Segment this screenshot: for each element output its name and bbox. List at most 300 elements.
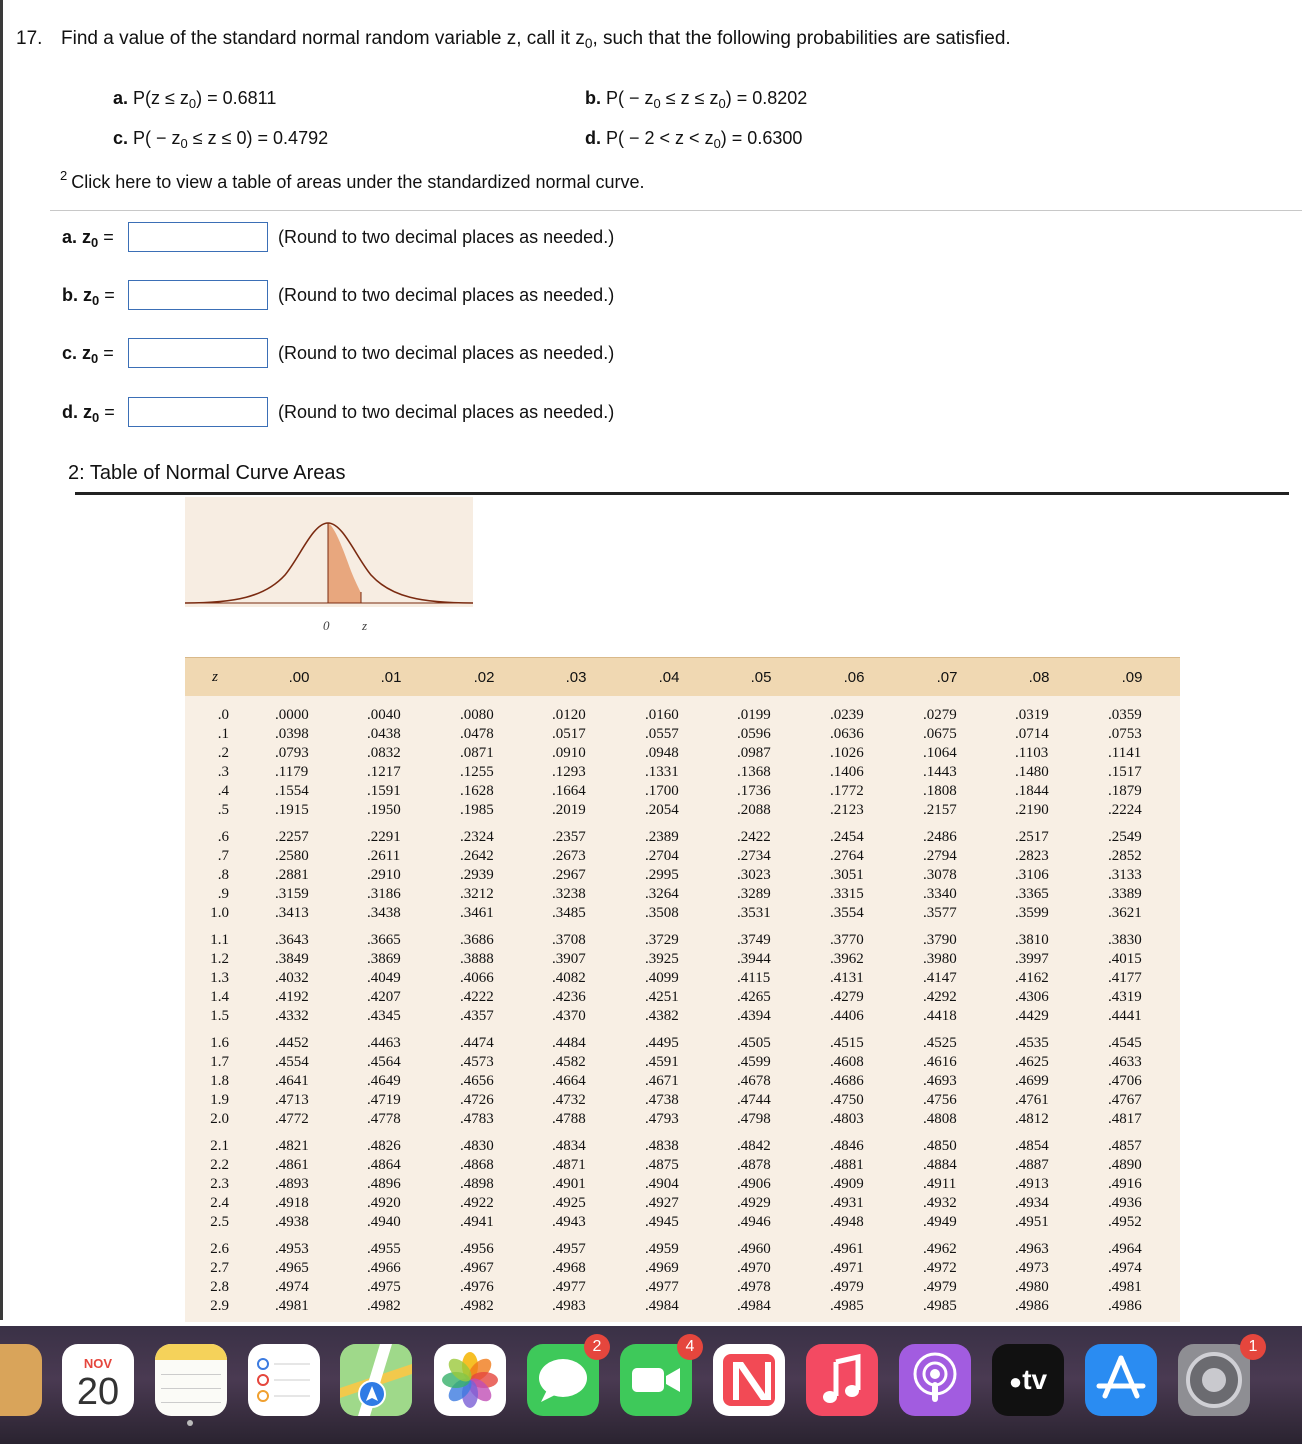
table-cell: .2054 [645,802,679,818]
answer-c-hint: (Round to two decimal places as needed.) [278,343,615,363]
table-cell: .4306 [1015,989,1049,1005]
table-cell: .1736 [737,783,771,799]
table-cell: .4981 [275,1298,309,1314]
table-cell: .3944 [737,951,771,967]
table-cell: .3869 [367,951,401,967]
table-cell: .3438 [367,905,401,921]
table-cell: .0636 [830,726,864,742]
table-cell: .3212 [460,886,494,902]
table-cell: .4452 [275,1035,309,1051]
table-cell: .4878 [737,1157,771,1173]
table-cell: .4936 [1108,1195,1142,1211]
table-cell: .4951 [1015,1214,1049,1230]
table-cell: .4953 [275,1241,309,1257]
table-cell: .4625 [1015,1054,1049,1070]
table-cell: .4975 [367,1279,401,1295]
table-cell: .4115 [737,970,771,986]
table-cell: .2823 [1015,848,1049,864]
table-cell: .4332 [275,1008,309,1024]
table-cell: .2291 [367,829,401,845]
part-d-prob: d. $P( - 2 < z < z_0) = 0.6300$ [585,128,803,151]
answer-b-input[interactable] [128,280,268,310]
table-cell: .3888 [460,951,494,967]
table-cell: .4925 [552,1195,586,1211]
table-cell: .0832 [367,745,401,761]
system-settings-icon[interactable] [1178,1344,1250,1416]
z-value: .5 [217,802,229,818]
table-cell: .4554 [275,1054,309,1070]
table-cell: .0040 [367,707,401,723]
z-value: 1.5 [210,1008,229,1024]
table-cell: .4803 [830,1111,864,1127]
table-cell: .4834 [552,1138,586,1154]
calendar-month: NOV [83,1356,113,1371]
table-cell: .4265 [737,989,771,1005]
table-cell: .4495 [645,1035,679,1051]
table-cell: .2157 [923,802,957,818]
table-cell: .4808 [923,1111,957,1127]
header-col: .05 [750,669,772,686]
table-cell: .0596 [737,726,771,742]
table-cell: .3315 [830,886,864,902]
table-cell: .4960 [737,1241,771,1257]
left-border [0,0,3,1320]
z-value: 2.7 [210,1260,229,1276]
table-cell: .4857 [1108,1138,1142,1154]
table-cell: .1554 [275,783,309,799]
table-cell: .4761 [1015,1092,1049,1108]
table-cell: .3577 [923,905,957,921]
table-cell: .1517 [1108,764,1142,780]
table-cell: .4957 [552,1241,586,1257]
table-cell: .4505 [737,1035,771,1051]
table-cell: .2517 [1015,829,1049,845]
table-cell: .4916 [1108,1176,1142,1192]
table-cell: .3051 [830,867,864,883]
table-cell: .3599 [1015,905,1049,921]
table-cell: .4732 [552,1092,586,1108]
table-cell: .3790 [923,932,957,948]
table-cell: .0080 [460,707,494,723]
table-cell: .1700 [645,783,679,799]
table-cell: .4973 [1015,1260,1049,1276]
table-cell: .0948 [645,745,679,761]
table-cell: .4382 [645,1008,679,1024]
z-value: 2.2 [210,1157,229,1173]
table-cell: .3485 [552,905,586,921]
table-cell: .2995 [645,867,679,883]
table-cell: .3770 [830,932,864,948]
table-cell: .2611 [367,848,401,864]
header-col: .01 [380,669,402,686]
table-cell: .4633 [1108,1054,1142,1070]
table-cell: .1141 [1108,745,1142,761]
table-cell: .4875 [645,1157,679,1173]
table-cell: .4955 [367,1241,401,1257]
table-cell: .4706 [1108,1073,1142,1089]
table-cell: .2019 [552,802,586,818]
z-value: .7 [217,848,229,864]
table-cell: .3340 [923,886,957,902]
table-cell: .4767 [1108,1092,1142,1108]
table-cell: .3810 [1015,932,1049,948]
table-cell: .0199 [737,707,771,723]
table-cell: .3962 [830,951,864,967]
tv-icon[interactable]: ●tv [992,1344,1064,1416]
table-cell: .1808 [923,783,957,799]
table-cell: .4474 [460,1035,494,1051]
table-cell: .4744 [737,1092,771,1108]
header-col: .07 [936,669,958,686]
settings-badge: 1 [1240,1334,1266,1360]
table-cell: .2357 [552,829,586,845]
table-link[interactable]: $^2$ Click here to view a table of areas under the standardized normal curve. [60,168,645,192]
table-cell: .4591 [645,1054,679,1070]
music-icon[interactable] [806,1344,878,1416]
table-cell: .4909 [830,1176,864,1192]
table-cell: .4887 [1015,1157,1049,1173]
table-cell: .4972 [923,1260,957,1276]
photos-icon[interactable] [434,1344,506,1416]
table-cell: .3133 [1108,867,1142,883]
table-cell: .4713 [275,1092,309,1108]
normal-curve-svg [185,497,473,607]
table-cell: .4678 [737,1073,771,1089]
table-cell: .4896 [367,1176,401,1192]
table-cell: .4236 [552,989,586,1005]
table-cell: .4564 [367,1054,401,1070]
table-cell: .4911 [923,1176,957,1192]
table-cell: .4968 [552,1260,586,1276]
table-cell: .4812 [1015,1111,1049,1127]
table-cell: .4978 [737,1279,771,1295]
table-cell: .2881 [275,867,309,883]
z-value: 1.2 [210,951,229,967]
table-cell: .2580 [275,848,309,864]
table-cell: .4292 [923,989,957,1005]
table-cell: .4830 [460,1138,494,1154]
table-cell: .3621 [1108,905,1142,921]
table-cell: .2910 [367,867,401,883]
table-cell: .0675 [923,726,957,742]
table-cell: .1664 [552,783,586,799]
table-cell: .0438 [367,726,401,742]
table-cell: .3365 [1015,886,1049,902]
table-cell: .1103 [1015,745,1049,761]
table-cell: .4783 [460,1111,494,1127]
table-cell: .4406 [830,1008,864,1024]
section-rule [75,492,1289,495]
answer-b-hint: (Round to two decimal places as needed.) [278,285,615,305]
notes-icon[interactable] [155,1344,227,1416]
table-cell: .4962 [923,1241,957,1257]
table-cell: .4943 [552,1214,586,1230]
table-cell: .1879 [1108,783,1142,799]
table-cell: .3708 [552,932,586,948]
table-cell: .4817 [1108,1111,1142,1127]
z-value: 2.8 [210,1279,229,1295]
table-cell: .4750 [830,1092,864,1108]
table-cell: .4977 [645,1279,679,1295]
table-cell: .0398 [275,726,309,742]
table-cell: .4927 [645,1195,679,1211]
question-text: Find a value of the standard normal random variable z, call it $z_0$, such that the following probabilities are satisfied. [61,28,1011,51]
table-cell: .3907 [552,951,586,967]
table-cell: .3389 [1108,886,1142,902]
table-cell: .3830 [1108,932,1142,948]
table-cell: .4932 [923,1195,957,1211]
table-header-row [185,657,1180,696]
table-cell: .4985 [923,1298,957,1314]
table-cell: .4850 [923,1138,957,1154]
table-cell: .3729 [645,932,679,948]
table-cell: .4049 [367,970,401,986]
table-cell: .1772 [830,783,864,799]
table-cell: .4945 [645,1214,679,1230]
table-cell: .1844 [1015,783,1049,799]
part-c-prob: c. $P( - z_0 \le z \le 0) = 0.4792$ [113,128,329,151]
table-cell: .4931 [830,1195,864,1211]
header-col: .06 [843,669,865,686]
table-cell: .4986 [1108,1298,1142,1314]
table-cell: .4890 [1108,1157,1142,1173]
table-cell: .4940 [367,1214,401,1230]
table-cell: .4964 [1108,1241,1142,1257]
table-cell: .0557 [645,726,679,742]
table-cell: .4608 [830,1054,864,1070]
table-cell: .0793 [275,745,309,761]
table-cell: .3508 [645,905,679,921]
calendar-day: 20 [76,1371,120,1413]
table-section-title: 2: Table of Normal Curve Areas [68,462,346,484]
table-cell: .4984 [645,1298,679,1314]
question-number: 17. [16,28,43,49]
table-cell: .2224 [1108,802,1142,818]
z-value: 2.5 [210,1214,229,1230]
z-value: .8 [217,867,229,883]
table-cell: .1026 [830,745,864,761]
table-cell: .4032 [275,970,309,986]
table-cell: .3749 [737,932,771,948]
table-cell: .3531 [737,905,771,921]
table-cell: .1293 [552,764,586,780]
table-cell: .2549 [1108,829,1142,845]
running-indicator [187,1420,193,1426]
table-cell: .4545 [1108,1035,1142,1051]
table-cell: .4686 [830,1073,864,1089]
table-cell: .2123 [830,802,864,818]
table-cell: .0279 [923,707,957,723]
table-cell: .0160 [645,707,679,723]
table-cell: .4251 [645,989,679,1005]
table-cell: .4965 [275,1260,309,1276]
table-cell: .2190 [1015,802,1049,818]
table-cell: .2642 [460,848,494,864]
table-cell: .4319 [1108,989,1142,1005]
tv-label: tv [1022,1364,1048,1395]
dock [0,1326,1302,1444]
table-cell: .4976 [460,1279,494,1295]
table-cell: .4131 [830,970,864,986]
part-a-prob: a. $P(z \le z_0) = 0.6811$ [113,88,277,111]
table-cell: .3238 [552,886,586,902]
table-cell: .2422 [737,829,771,845]
table-cell: .0359 [1108,707,1142,723]
table-cell: .4982 [460,1298,494,1314]
table-cell: .4974 [1108,1260,1142,1276]
table-cell: .0239 [830,707,864,723]
table-cell: .4934 [1015,1195,1049,1211]
z-value: .2 [217,745,229,761]
table-cell: .4357 [460,1008,494,1024]
table-cell: .2673 [552,848,586,864]
table-cell: .4656 [460,1073,494,1089]
messages-badge: 2 [584,1334,610,1360]
table-cell: .2764 [830,848,864,864]
table-cell: .4345 [367,1008,401,1024]
table-cell: .4918 [275,1195,309,1211]
table-cell: .3078 [923,867,957,883]
table-cell: .3023 [737,867,771,883]
answer-a-input[interactable] [128,222,268,252]
table-cell: .4463 [367,1035,401,1051]
table-cell: .0319 [1015,707,1049,723]
table-cell: .4738 [645,1092,679,1108]
table-cell: .2939 [460,867,494,883]
z-value: 1.4 [210,989,229,1005]
table-cell: .1368 [737,764,771,780]
table-cell: .4956 [460,1241,494,1257]
table-cell: .4793 [645,1111,679,1127]
table-cell: .3980 [923,951,957,967]
axis-z-label: z [362,618,368,633]
table-cell: .4066 [460,970,494,986]
table-cell: .4952 [1108,1214,1142,1230]
table-cell: .4693 [923,1073,957,1089]
table-cell: .4147 [923,970,957,986]
table-cell: .2389 [645,829,679,845]
normal-areas-table [185,657,1180,1322]
table-cell: .4979 [923,1279,957,1295]
table-cell: .4971 [830,1260,864,1276]
table-cell: .2734 [737,848,771,864]
table-cell: .4854 [1015,1138,1049,1154]
table-cell: .4082 [552,970,586,986]
answer-c-input[interactable] [128,338,268,368]
table-cell: .2486 [923,829,957,845]
table-cell: .2257 [275,829,309,845]
table-cell: .3186 [367,886,401,902]
table-cell: .4929 [737,1195,771,1211]
table-cell: .4904 [645,1176,679,1192]
table-cell: .4842 [737,1138,771,1154]
maps-icon[interactable] [340,1344,412,1416]
table-cell: .3264 [645,886,679,902]
table-cell: .4966 [367,1260,401,1276]
header-col: .00 [288,669,310,686]
z-value: 2.0 [210,1111,229,1127]
table-cell: .3159 [275,886,309,902]
table-cell: .4871 [552,1157,586,1173]
reminders-icon[interactable] [248,1344,320,1416]
podcasts-icon[interactable] [899,1344,971,1416]
table-cell: .3461 [460,905,494,921]
table-cell: .4961 [830,1241,864,1257]
z-value: 1.7 [210,1054,229,1070]
z-value: 1.1 [210,932,229,948]
z-value: .9 [217,886,229,902]
table-cell: .4798 [737,1111,771,1127]
app-store-icon[interactable] [1085,1344,1157,1416]
finder-icon[interactable] [0,1344,42,1416]
table-cell: .4864 [367,1157,401,1173]
answer-d-label: d. $z_0$ = [62,402,115,425]
table-cell: .4821 [275,1138,309,1154]
table-cell: .4906 [737,1176,771,1192]
table-cell: .3849 [275,951,309,967]
header-col: .09 [1121,669,1143,686]
table-cell: .1915 [275,802,309,818]
table-cell: .4922 [460,1195,494,1211]
table-cell: .4515 [830,1035,864,1051]
table-cell: .4616 [923,1054,957,1070]
table-cell: .1480 [1015,764,1049,780]
table-cell: .4963 [1015,1241,1049,1257]
table-cell: .2794 [923,848,957,864]
table-cell: .1950 [367,802,401,818]
z-value: .4 [217,783,229,799]
calendar-icon[interactable] [62,1344,134,1416]
table-cell: .4207 [367,989,401,1005]
answer-d-input[interactable] [128,397,268,427]
z-value: 1.9 [210,1092,229,1108]
z-value: 2.1 [210,1138,229,1154]
z-value: .3 [217,764,229,780]
z-value: 2.4 [210,1195,229,1211]
table-cell: .4279 [830,989,864,1005]
table-cell: .4938 [275,1214,309,1230]
table-cell: .4573 [460,1054,494,1070]
table-cell: .4719 [367,1092,401,1108]
table-cell: .4948 [830,1214,864,1230]
table-cell: .0714 [1015,726,1049,742]
table-cell: .4788 [552,1111,586,1127]
table-cell: .1217 [367,764,401,780]
table-cell: .0120 [552,707,586,723]
z-value: .6 [217,829,229,845]
table-cell: .3686 [460,932,494,948]
table-cell: .1255 [460,764,494,780]
header-col: .03 [565,669,587,686]
table-cell: .0000 [275,707,309,723]
table-cell: .2324 [460,829,494,845]
table-cell: .4394 [737,1008,771,1024]
table-cell: .1331 [645,764,679,780]
table-cell: .4222 [460,989,494,1005]
table-cell: .3925 [645,951,679,967]
table-cell: .4979 [830,1279,864,1295]
part-b-prob: b. $P( - z_0 \le z \le z_0) = 0.8202$ [585,88,808,111]
z-value: 1.3 [210,970,229,986]
table-cell: .4941 [460,1214,494,1230]
news-icon[interactable] [713,1344,785,1416]
table-cell: .4525 [923,1035,957,1051]
table-cell: .4981 [1108,1279,1142,1295]
table-cell: .4418 [923,1008,957,1024]
table-cell: .2704 [645,848,679,864]
table-cell: .4177 [1108,970,1142,986]
table-cell: .4984 [737,1298,771,1314]
